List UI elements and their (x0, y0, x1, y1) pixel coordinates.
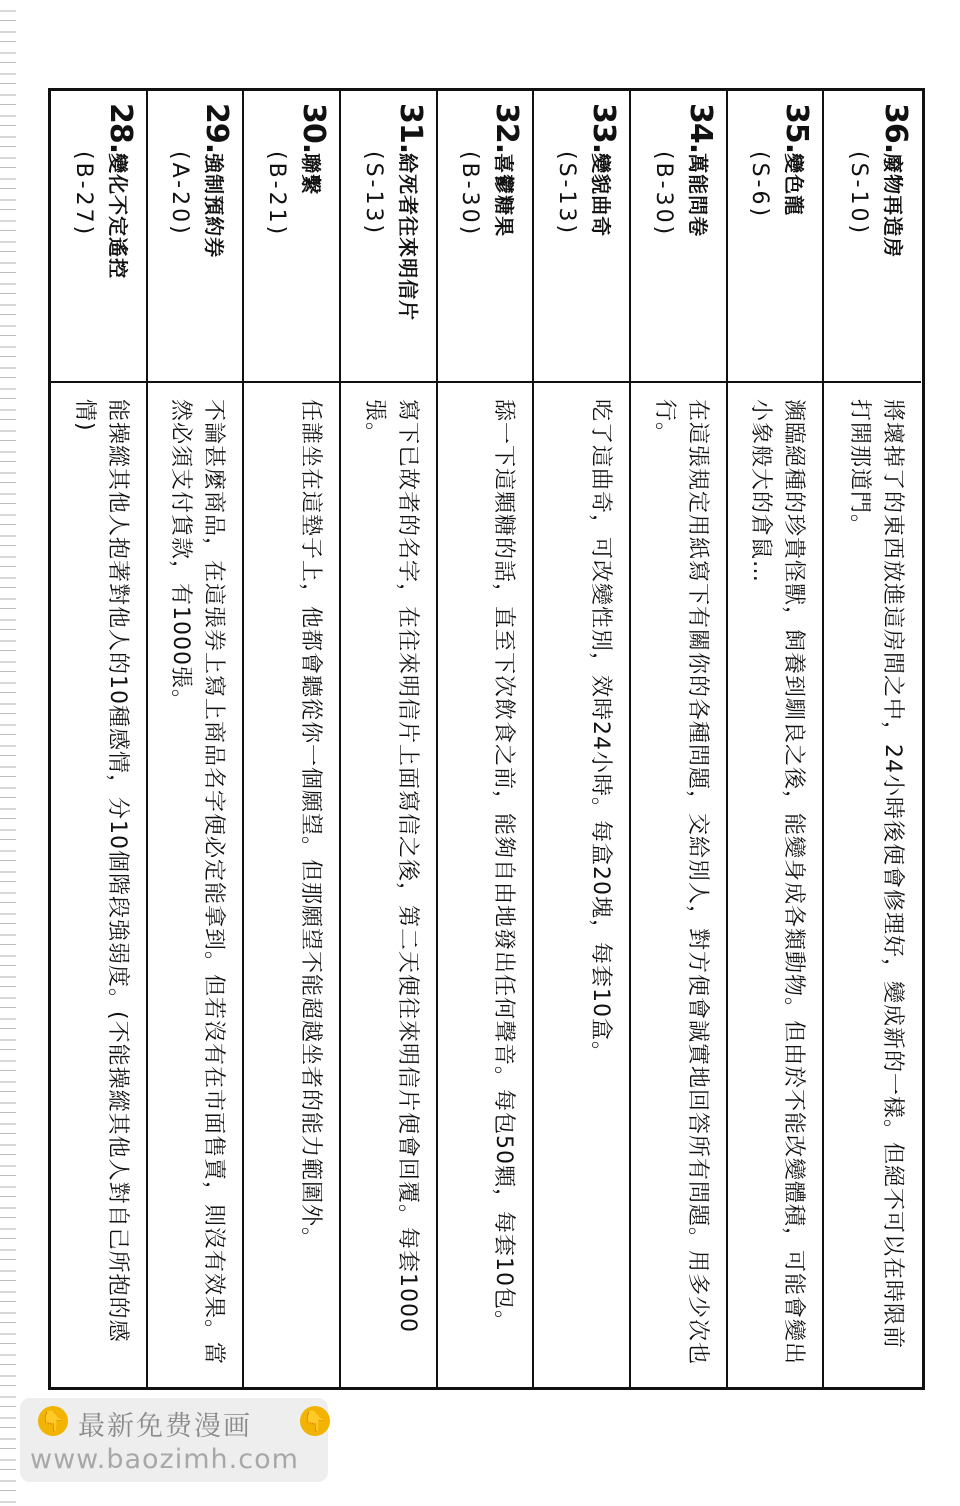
item-name: 聯繫 (299, 153, 324, 196)
item-name-cell (438, 91, 533, 383)
item-name-cell (825, 91, 922, 383)
item-number: 35. (779, 103, 815, 154)
item-name: 萬能問卷 (685, 153, 710, 238)
item-name-cell (534, 91, 629, 383)
table-row (51, 91, 148, 1387)
item-name-cell (51, 91, 146, 383)
item-number: 28. (102, 103, 138, 154)
item-description: 不論甚麼商品，在這張券上寫上商品名字便必定能拿到。但若沒有在市面售賣，則沒有效果。當然必須支付貨款，有1000張。 (168, 399, 227, 1366)
item-name: 變貌曲奇 (589, 153, 614, 238)
item-name-cell (631, 91, 726, 383)
item-description: 將壞掉了的東西放進這房間之中，24小時後便會修理好，變成新的一樣。但絕不可以在時限前打開那道門。 (847, 399, 906, 1349)
table-row (244, 91, 341, 1387)
item-rank-code: (B-30) (457, 151, 483, 238)
table-body (51, 91, 922, 1387)
item-name: 喜鬱糖果 (492, 153, 517, 238)
item-rank-code: (B-27) (70, 151, 96, 238)
torn-edge-strip (0, 0, 16, 1506)
item-number: 32. (489, 103, 525, 154)
item-name: 變色龍 (782, 153, 807, 217)
item-rank-code: (S-13) (360, 151, 386, 237)
item-rank-code: (S-13) (554, 151, 580, 237)
item-number: 34. (682, 103, 718, 154)
item-description: 瀕臨絕種的珍貴怪獸，飼養到馴良之後，能變身成各類動物。但由於不能改變體積，可能會變出小象般大的倉鼠… (748, 399, 807, 1366)
item-rank-code: (S-10) (846, 151, 872, 237)
item-rank-code: (B-21) (264, 151, 290, 238)
table-row (534, 91, 631, 1387)
item-name: 強制預約券 (202, 153, 227, 259)
item-rank-code: (A-20) (167, 151, 193, 237)
item-description: 寫下已故者的名字，在往來明信片上面寫信之後，第二天便往來明信片便會回覆。每套1000張。 (361, 399, 420, 1333)
item-number: 36. (878, 103, 914, 154)
table-row (825, 91, 922, 1387)
table-row (728, 91, 825, 1387)
item-name: 給死者往來明信片 (395, 153, 420, 322)
item-number: 31. (392, 103, 428, 154)
watermark-banner[interactable] (20, 1398, 328, 1482)
table-row (341, 91, 438, 1387)
item-name-cell (341, 91, 436, 383)
item-table (48, 88, 925, 1390)
item-name-cell (728, 91, 823, 383)
item-name-cell (148, 91, 243, 383)
item-number: 33. (586, 103, 622, 154)
item-name-cell (244, 91, 339, 383)
pointing-down-icon: 👇 (38, 1406, 68, 1436)
table-row (438, 91, 535, 1387)
item-name: 變化不定遙控 (105, 153, 130, 280)
item-description: 能操縱其他人抱著對他人的10種感情，分10個階段強弱度。(不能操縱其他人對自己所抱的感情) (71, 399, 130, 1343)
item-rank-code: (S-6) (747, 151, 773, 220)
table-row (631, 91, 728, 1387)
item-number: 30. (296, 103, 332, 154)
table-row (148, 91, 245, 1387)
item-description: 任誰坐在這墊子上，他都會聽從你一個願望。但那願望不能超越坐者的能力範圍外。 (298, 399, 324, 1251)
item-rank-code: (B-30) (650, 151, 676, 238)
item-description: 吃了這曲奇，可改變性別，效時24小時。每盒20塊，每套10盒。 (588, 399, 614, 1064)
item-description: 舔一下這顆糖的話，直至下次飲食之前，能夠自由地發出任何聲音。每包50顆，每套10包。 (491, 399, 517, 1333)
item-number: 29. (199, 103, 235, 154)
item-description: 在這張規定用紙寫下有關你的各種問題，交給別人，對方便會誠實地回答所有問題。用多少次也行。 (651, 399, 710, 1366)
pointing-down-icon-right: 👇 (300, 1406, 330, 1436)
watermark-url: www.baozimh.com (30, 1444, 299, 1475)
watermark-title: 最新免费漫画 (78, 1411, 252, 1442)
item-name: 廢物再造房 (881, 153, 906, 259)
